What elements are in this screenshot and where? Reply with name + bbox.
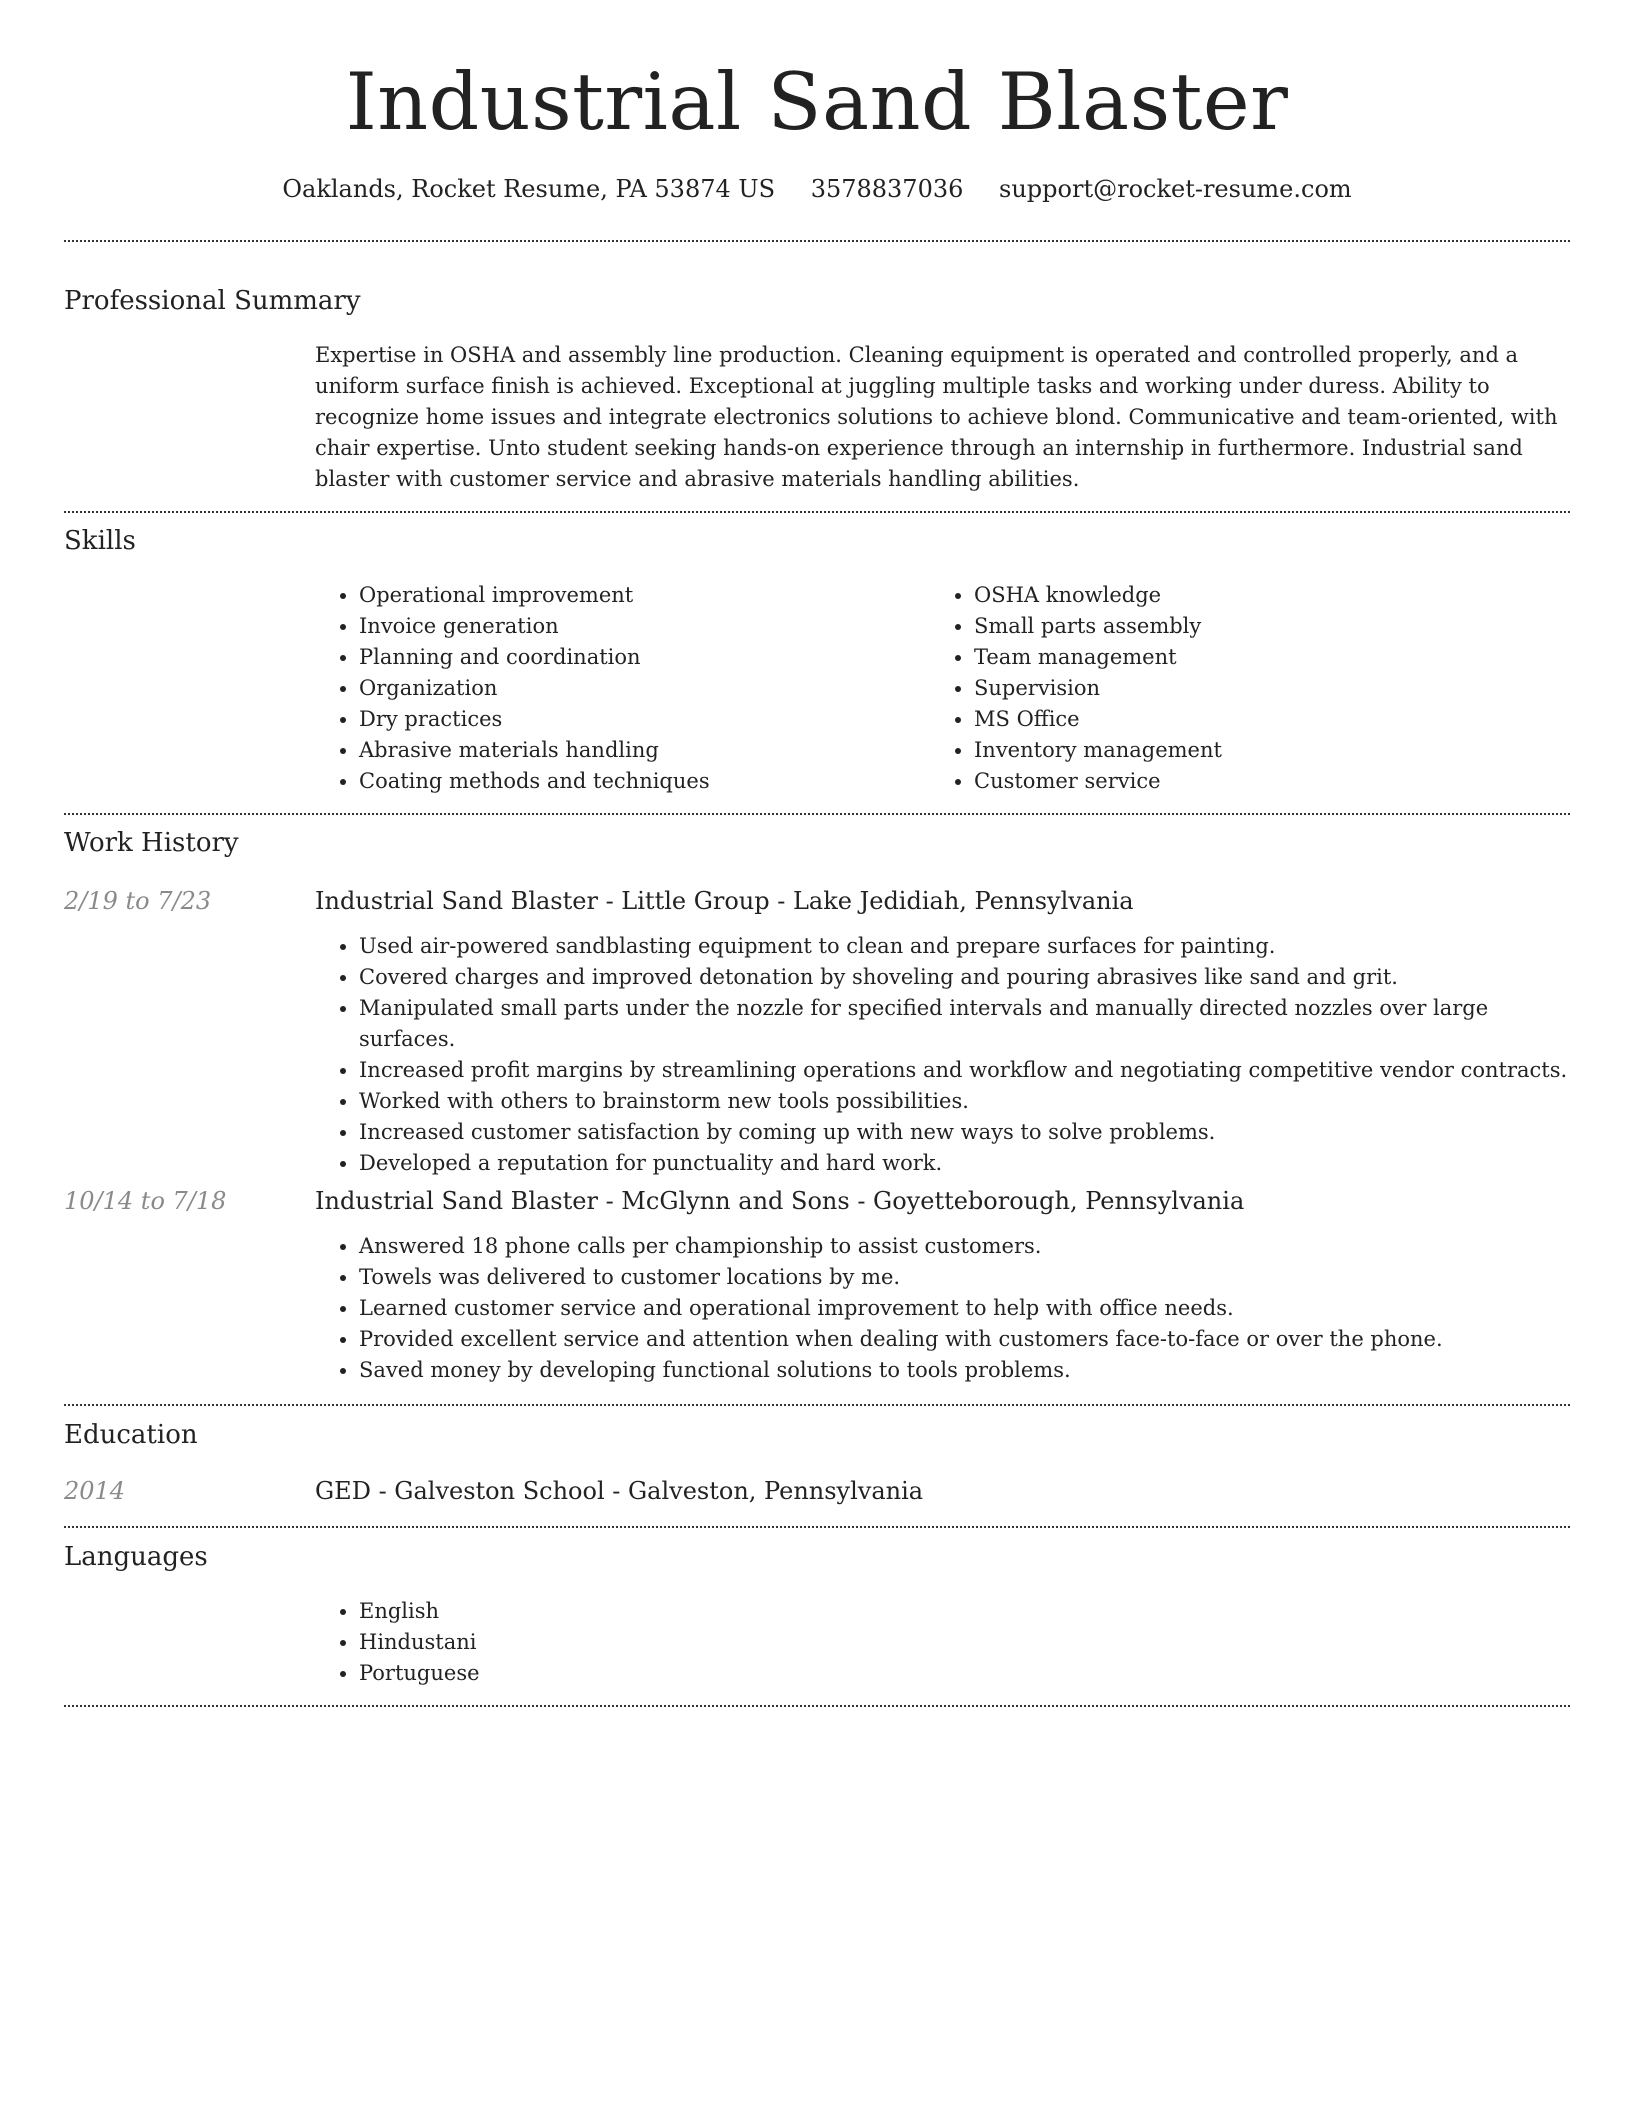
skills-heading: Skills xyxy=(64,526,136,556)
skill-item: • Planning and coordination xyxy=(359,642,915,673)
job-bullet: • Increased profit margins by streamlining operations and workflow and negotiating competitive vendor contracts. xyxy=(359,1055,1570,1086)
job-bullet: • Towels was delivered to customer locations by me. xyxy=(359,1262,1570,1293)
contact-line xyxy=(64,170,1570,208)
job-bullet: • Used air-powered sandblasting equipment to clean and prepare surfaces for painting. xyxy=(359,931,1570,962)
job-bullet: • Answered 18 phone calls per championship to assist customers. xyxy=(359,1231,1570,1262)
summary-heading: Professional Summary xyxy=(64,286,361,316)
skill-item: • MS Office xyxy=(974,704,1530,735)
skill-item: • Abrasive materials handling xyxy=(359,735,915,766)
contact-email: support@rocket-resume.com xyxy=(999,175,1352,203)
skill-item: • Organization xyxy=(359,673,915,704)
job-entry xyxy=(315,884,1570,1179)
education-entry: GED - Galveston School - Galveston, Pennsylvania xyxy=(315,1477,924,1505)
contact-phone: 3578837036 xyxy=(810,175,964,203)
skill-item: • OSHA knowledge xyxy=(974,580,1530,611)
divider xyxy=(64,1526,1570,1528)
job-bullet: • Saved money by developing functional solutions to tools problems. xyxy=(359,1355,1570,1386)
divider xyxy=(64,1705,1570,1707)
skills-column-right xyxy=(930,580,1530,797)
job-title: Industrial Sand Blaster - Little Group - Lake Jedidiah, Pennsylvania xyxy=(315,887,1134,915)
skills-list xyxy=(315,580,1570,800)
divider xyxy=(64,1404,1570,1406)
skill-item: • Customer service xyxy=(974,766,1530,797)
divider xyxy=(64,813,1570,815)
language-item: • Hindustani xyxy=(359,1627,1570,1658)
skill-item: • Inventory management xyxy=(974,735,1530,766)
divider xyxy=(64,511,1570,513)
skill-item: • Operational improvement xyxy=(359,580,915,611)
languages-heading: Languages xyxy=(64,1542,208,1572)
work-heading: Work History xyxy=(64,828,239,858)
job-bullets xyxy=(315,1231,1570,1386)
summary-text: Expertise in OSHA and assembly line production. Cleaning equipment is operated and controlled properly, and a uniform surface finish is achieved. Exceptional at juggling multiple tasks and working under duress. Ability to recognize home issues and integrate electronics solutions to achieve blond. Communicative and team-oriented, with chair expertise. Unto student seeking hands-on experience through an internship in furthermore. Industrial sand blaster with customer service and abrasive materials handling abilities. xyxy=(315,343,1558,491)
job-dates: 10/14 to 7/18 xyxy=(64,1187,227,1215)
language-item: • English xyxy=(359,1596,1570,1627)
education-year: 2014 xyxy=(64,1477,126,1505)
skill-item: • Small parts assembly xyxy=(974,611,1530,642)
job-bullet: • Learned customer service and operational improvement to help with office needs. xyxy=(359,1293,1570,1324)
job-bullet: • Worked with others to brainstorm new tools possibilities. xyxy=(359,1086,1570,1117)
job-bullet: • Increased customer satisfaction by coming up with new ways to solve problems. xyxy=(359,1117,1570,1148)
job-bullet: • Manipulated small parts under the nozzle for specified intervals and manually directed nozzles over large surfaces. xyxy=(359,993,1570,1055)
skill-item: • Team management xyxy=(974,642,1530,673)
skill-item: • Dry practices xyxy=(359,704,915,735)
contact-address: Oaklands, Rocket Resume, PA 53874 US xyxy=(282,175,776,203)
skills-column-left xyxy=(315,580,915,797)
job-bullet: • Developed a reputation for punctuality and hard work. xyxy=(359,1148,1570,1179)
job-title: Industrial Sand Blaster - McGlynn and Sons - Goyetteborough, Pennsylvania xyxy=(315,1187,1245,1215)
job-entry xyxy=(315,1184,1570,1386)
candidate-name: Industrial Sand Blaster xyxy=(345,56,1289,148)
job-dates: 2/19 to 7/23 xyxy=(64,887,212,915)
language-item: • Portuguese xyxy=(359,1658,1570,1689)
skill-item: • Coating methods and techniques xyxy=(359,766,915,797)
education-heading: Education xyxy=(64,1420,198,1450)
skill-item: • Supervision xyxy=(974,673,1530,704)
job-bullet: • Covered charges and improved detonation by shoveling and pouring abrasives like sand and grit. xyxy=(359,962,1570,993)
languages-list xyxy=(315,1596,1570,1689)
job-bullets xyxy=(315,931,1570,1179)
skill-item: • Invoice generation xyxy=(359,611,915,642)
divider xyxy=(64,240,1570,242)
job-bullet: • Provided excellent service and attention when dealing with customers face-to-face or over the phone. xyxy=(359,1324,1570,1355)
